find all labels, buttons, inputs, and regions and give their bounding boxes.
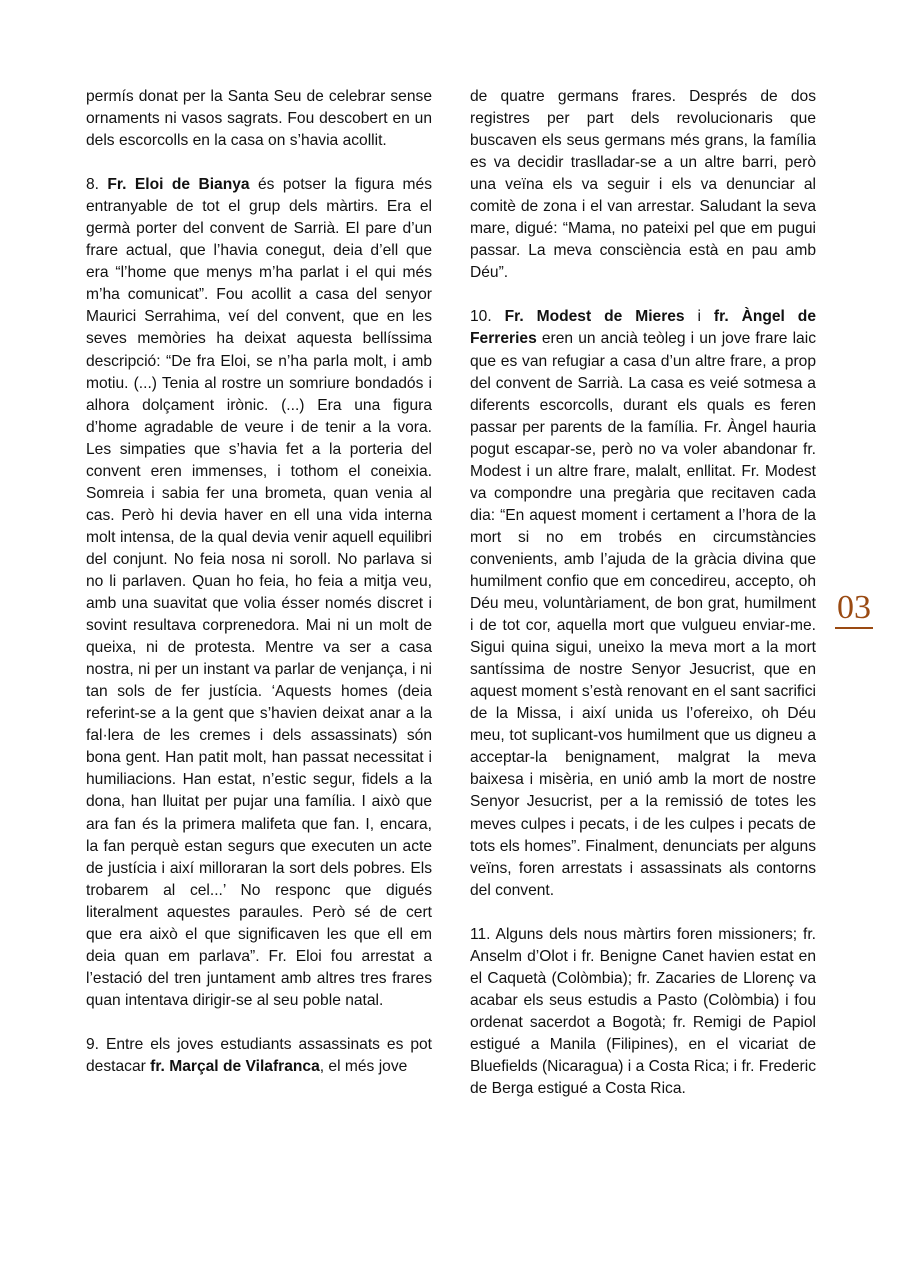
item-number: 10. (470, 308, 505, 326)
paragraph-text: és potser la figura més entranyable de tot el grup dels màrtirs. Era el germà porter del convent de Sarrià. El pare d’un frare actual, que l’havia conegut, deia d’ell que era “l’home que menys m’ha parlat i el qui més m’ha comunicat”. Fou acollit a casa del senyor Maurici Serrahima, veí del convent, que en les seves memòries ha deixat aquesta bellíssima descripció: “De fra Eloi, se n’ha parla molt, i amb motiu. (...) Tenia al rostre un somriure bondadós i alhora dolçament irònic. (...) Era una figura d’home agradable de veure i de tenir a la vora. Les simpaties que s’havia fet a la porteria del convent eren immenses, i tothom el coneixia. Somreia i sabia fer una brometa, quan venia al cas. Però hi devia haver en ell una vida interna molt intensa, de la qual devia venir aquell equilibri del conjunt. No feia nosa ni soroll. No parlava si no li parlaven. Quan ho feia, ho feia a mitja veu, amb una suavitat que volia ésser només discret i sovint resultava corprenedora. Mai ni un molt de queixa, ni de protesta. Mentre va ser a casa nostra, ni per un instant va parlar de venjança, i ni tan sols de fer justícia. ‘Aquests homes (deia referint-se a la gent que s’havien deixat anar a la fal·lera de les cremes i dels assassinats) són bona gent. Han patit molt, han passat necessitat i humiliacions. Han estat, n’estic segur, fidels a la dona, han lluitat per pujar una família. I això que ara fan és la primera malifeta que fan. I, encara, la fan perquè estan segurs que executen un acte de justícia i així milloraran la sort dels pobres. Els trobarem al cel...’ No responc que digués literalment aquestes paraules. Però sé de cert que era això el que significaven les que ell em deia quan em parlava”. Fr. Eloi fou arrestat a l’estació del tren juntament amb altres tres frares quan intentava dirigir-se al seu poble natal. (86, 176, 432, 1009)
paragraph-item-9 (86, 1034, 432, 1078)
paragraph-text: , el més jove (319, 1057, 408, 1075)
paragraph-item-10 (470, 306, 816, 901)
left-column (86, 86, 432, 1100)
paragraph-text: Alguns dels nous màrtirs foren missioners; fr. Anselm d’Olot i fr. Benigne Canet havien estat en el Caquetà (Colòmbia); fr. Zacaries de Llorenç va acabar els seus estudis a Pasto (Colòmbia) i fou ordenat sacerdot a Bogotà; fr. Remigi de Papiol estigué a Manila (Filipines), en el vicariat de Bluefields (Nicaragua) i a Costa Rica; i fr. Frederic de Berga estigué a Costa Rica. (470, 925, 816, 1098)
martyr-name: Fr. Modest de Mieres (504, 308, 685, 326)
item-number: 11. (470, 925, 496, 943)
paragraph-text: eren un ancià teòleg i un jove frare laic que es van refugiar a casa d’un altre frare, a prop del convent de Sarrià. La casa es veié sotmesa a diferents escorcolls, durant els quals es feren passar per parents de la família. Fr. Àngel hauria pogut escapar-se, però no va voler abandonar fr. Modest i un altre frare, malalt, enllitat. Fr. Modest va compondre una pregària que recitaven cada dia: “En aquest moment i certament a l’hora de la mort si no em trobés en circumstàncies convenients, amb l’ajuda de la gràcia divina que humilment confio que em concedireu, accepto, oh Déu meu, voluntàriament, de bon grat, humilment i de tot cor, aquella mort que vulgueu enviar-me. Sigui quina sigui, uneixo la meva mort a la mort santíssima de nostre Senyor Jesucrist, que en aquest moment s’està renovant en el sant sacrifici de la Missa, i així unida us l’ofereixo, oh Déu meu, tot suplicant-vos humilment que us digneu a acceptar-la benignament, malgrat la meva baixesa i misèria, en unió amb la mort de nostre Senyor Jesucrist, per a la remissió de totes les meves culpes i pecats, i de les culpes i pecats de tots els homes”. Finalment, denunciats per alguns veïns, foren arrestats i assassinats als contorns del convent. (470, 330, 816, 899)
paragraph-continuation (86, 86, 432, 152)
paragraph-item-8 (86, 174, 432, 1012)
page-number: 03 (835, 590, 873, 629)
conjunction: i (684, 308, 714, 326)
paragraph-item-9-continuation (470, 86, 816, 284)
item-number: 8. (86, 176, 108, 194)
paragraph-text: permís donat per la Santa Seu de celebrar sense ornaments ni vasos sagrats. Fou descobert en un dels escorcolls en la casa on s’havia acollit. (86, 88, 432, 150)
item-number: 9. (86, 1035, 106, 1053)
right-column (470, 86, 816, 1122)
martyr-name: fr. Marçal de Vilafranca (150, 1057, 320, 1075)
martyr-name: Fr. Eloi de Bianya (107, 176, 250, 194)
paragraph-text: de quatre germans frares. Després de dos registres per part dels revolucionaris que buscaven els seus germans més grans, la família es va decidir traslladar-se a un altre barri, però una veïna els va seguir i els va denunciar al comitè de zona i el van arrestar. Saludant la seva mare, digué: “Mama, no pateixi pel que em pugui passar. La meva consciència està en pau amb Déu”. (470, 88, 816, 282)
paragraph-text: Entre els joves estudiants assassinats es pot destacar (86, 1035, 432, 1075)
martyr-name: fr. Àngel de Ferreries (470, 308, 817, 348)
paragraph-item-11 (470, 924, 816, 1100)
